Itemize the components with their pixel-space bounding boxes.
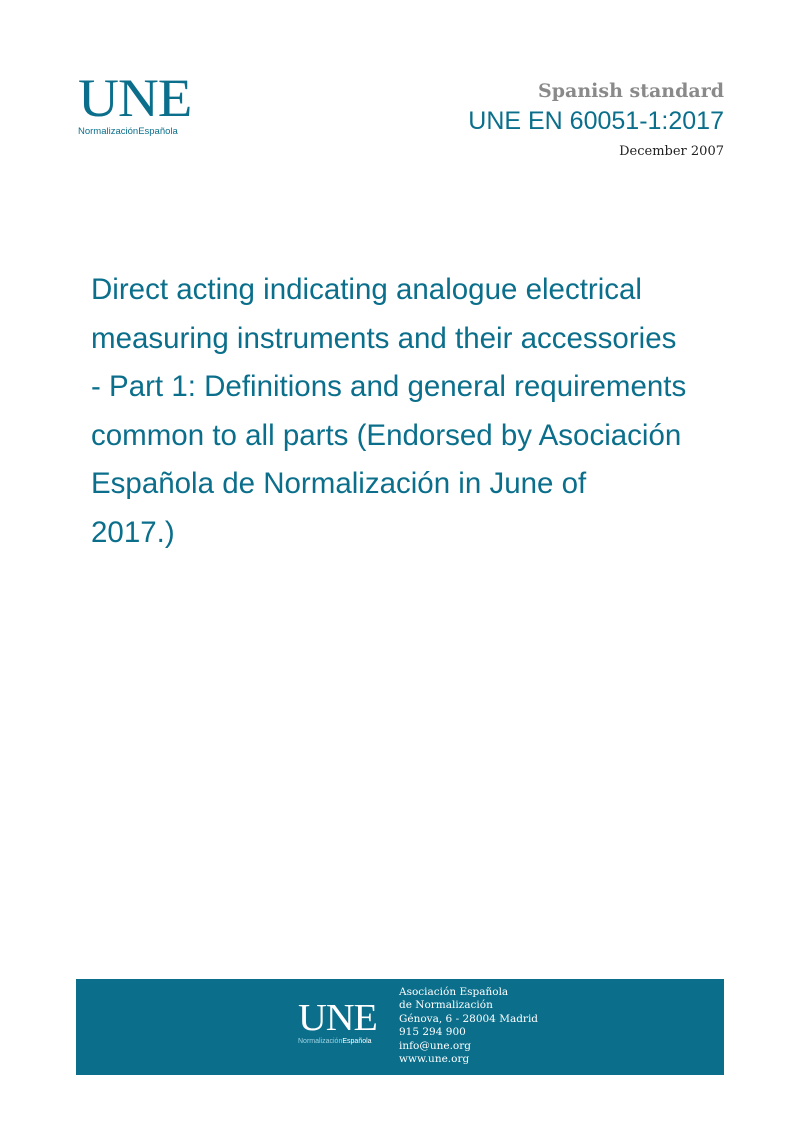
footer-band: [76, 979, 724, 1075]
une-logo-sub-light: Normalización: [78, 126, 139, 137]
footer-org-line1: Asociación Española: [399, 986, 509, 998]
footer-email[interactable]: info@une.org: [399, 1039, 471, 1052]
title-line: common to all parts (Endorsed by Asociación: [91, 418, 682, 452]
footer-contact-info: [399, 986, 538, 1066]
footer-logo: [298, 997, 377, 1045]
title-line: 2017.): [91, 515, 175, 549]
document-title: [91, 266, 751, 557]
title-line: Española de Normalización in June of: [91, 467, 587, 500]
document-type: Spanish standard: [538, 80, 724, 102]
footer-logo-sub-light: Normalización: [298, 1038, 343, 1045]
footer-logo-subtitle: [298, 1038, 373, 1045]
title-line: - Part 1: Definitions and general requirements: [91, 370, 687, 403]
footer-website[interactable]: www.une.org: [399, 1053, 470, 1066]
footer-org-line2: de Normalización: [399, 999, 493, 1012]
document-date: December 2007: [619, 144, 724, 159]
document-header: [468, 78, 724, 161]
footer-logo-sub-bold: Española: [342, 1038, 372, 1045]
footer-phone: 915 294 900: [399, 1026, 466, 1039]
une-logo: [78, 68, 198, 137]
footer-logo-mark: UNE: [298, 997, 377, 1039]
footer-address: Génova, 6 - 28004 Madrid: [399, 1012, 539, 1025]
une-logo-sub-bold: Española: [138, 126, 178, 137]
document-code: UNE EN 60051-1:2017: [468, 107, 724, 135]
une-logo-mark: UNE: [78, 68, 192, 128]
title-line: measuring instruments and their accessories: [91, 321, 677, 355]
title-line: Direct acting indicating analogue electrical: [91, 273, 642, 306]
